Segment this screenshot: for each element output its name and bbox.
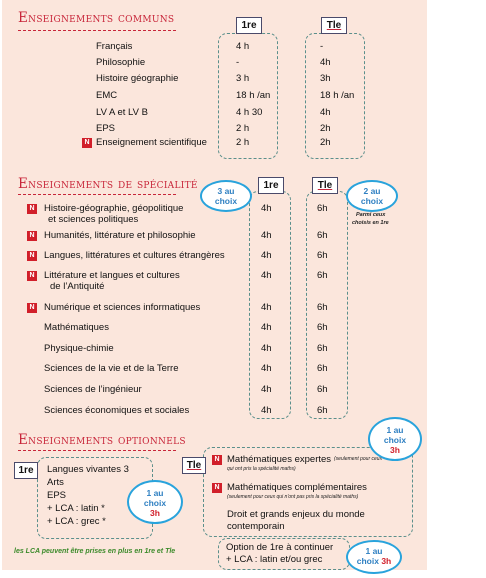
new-badge: N xyxy=(27,231,37,241)
new-badge: N xyxy=(27,251,37,261)
hours-premiere: 3 h xyxy=(236,73,250,84)
new-badge: N xyxy=(27,303,37,313)
specialite-note-line: choisis en 1re xyxy=(352,220,389,226)
hours-terminale: 6h xyxy=(317,250,328,261)
option-note: (seulement pour ceux xyxy=(334,456,383,462)
new-badge: N xyxy=(27,204,37,214)
bubble-line xyxy=(348,556,400,566)
bubble-line: choix xyxy=(383,435,407,445)
bubble-hours: 3h xyxy=(381,556,392,566)
hours-terminale: 18 h /an xyxy=(320,90,355,101)
section-underline xyxy=(18,30,176,31)
hours-premiere: 4h xyxy=(261,322,272,333)
hours-terminale: 6h xyxy=(317,230,328,241)
level-badge-terminale: Tle xyxy=(321,17,347,34)
level-badge-premiere: 1re xyxy=(236,17,262,34)
specialite-label: Humanités, littérature et philosophie xyxy=(44,230,196,241)
subject-label: Philosophie xyxy=(96,57,146,68)
option-premiere-item: Langues vivantes 3 xyxy=(47,464,129,475)
option-math-expertes: Mathématiques expertes xyxy=(227,454,332,465)
hours-premiere: 4h xyxy=(261,250,272,261)
hours-premiere: 4h xyxy=(261,405,272,416)
hours-premiere: 4 h xyxy=(236,41,250,52)
bubble-1-au-choix xyxy=(368,417,422,461)
subject-label: Histoire géographie xyxy=(96,73,179,84)
level-badge-premiere: 1re xyxy=(14,462,38,479)
hours-terminale: 2h xyxy=(320,137,331,148)
option-math-complementaires: Mathématiques complémentaires xyxy=(227,482,367,493)
hours-premiere: 4h xyxy=(261,203,272,214)
subject-label: Français xyxy=(96,41,133,52)
hours-premiere: 4h xyxy=(261,270,272,281)
hours-premiere: - xyxy=(236,57,240,68)
specialite-label: Littérature et langues et cultures xyxy=(44,270,180,281)
option-premiere-item: EPS xyxy=(47,490,67,501)
option-droit: contemporain xyxy=(227,521,285,532)
subject-label: LV A et LV B xyxy=(96,107,148,118)
bubble-line: 3 au xyxy=(217,186,235,196)
specialite-label: Sciences économiques et sociales xyxy=(44,405,190,416)
option-continuer: Option de 1re à continuer xyxy=(226,542,334,553)
specialite-label: Mathématiques xyxy=(44,322,109,333)
new-badge: N xyxy=(82,138,92,148)
option-note: (seulement pour ceux qui n'ont pas pris la spécialité maths) xyxy=(227,494,359,500)
hours-premiere: 2 h xyxy=(236,123,250,134)
hours-terminale: 6h xyxy=(317,203,328,214)
hours-terminale: 6h xyxy=(317,322,328,333)
specialite-label: Physique-chimie xyxy=(44,343,114,354)
hours-terminale: 6h xyxy=(317,302,328,313)
option-note: qui ont pris la spécialité maths) xyxy=(227,466,296,472)
subject-label: Enseignement scientifique xyxy=(96,137,207,148)
bubble-line: 2 au xyxy=(363,186,381,196)
subject-label: EPS xyxy=(96,123,116,134)
specialite-note-line: Parmi ceux xyxy=(356,212,386,218)
section-underline xyxy=(18,194,176,195)
hours-premiere: 4h xyxy=(261,302,272,313)
hours-premiere: 4h xyxy=(261,230,272,241)
hours-terminale: 6h xyxy=(317,405,328,416)
hours-terminale: 2h xyxy=(320,123,331,134)
bubble-line: choix xyxy=(214,196,238,206)
bubble-3-au-choix xyxy=(200,180,252,212)
option-premiere-item: + LCA : grec * xyxy=(47,516,106,527)
option-droit: Droit et grands enjeux du monde xyxy=(227,509,365,520)
bubble-text: choix xyxy=(356,556,379,566)
specialite-label: de l’Antiquité xyxy=(50,281,105,292)
hours-premiere: 4 h 30 xyxy=(236,107,263,118)
hours-premiere: 4h xyxy=(261,343,272,354)
hours-premiere: 4h xyxy=(261,363,272,374)
bubble-line: choix xyxy=(360,196,384,206)
specialite-label: Langues, littératures et cultures étrangères xyxy=(44,250,225,261)
new-badge: N xyxy=(212,455,222,465)
section-title-optionnels: Enseignements optionnels xyxy=(18,432,186,448)
level-badge-terminale: Tle xyxy=(182,457,206,474)
hours-terminale: 4h xyxy=(320,57,331,68)
bubble-hours: 3h xyxy=(150,508,160,518)
hours-terminale: 6h xyxy=(317,343,328,354)
section-title-specialite: Enseignements de spécialité xyxy=(18,176,198,192)
option-premiere-item: Arts xyxy=(47,477,64,488)
level-badge-terminale: Tle xyxy=(312,177,338,194)
bubble-1-au-choix xyxy=(127,480,183,524)
bubble-line: 1 au xyxy=(386,425,404,435)
new-badge: N xyxy=(27,271,37,281)
hours-premiere: 18 h /an xyxy=(236,90,271,101)
bubble-line: choix xyxy=(143,498,167,508)
section-underline xyxy=(18,450,176,451)
subject-label: EMC xyxy=(96,90,118,101)
specialite-label: Sciences de l’ingénieur xyxy=(44,384,142,395)
hours-terminale: 6h xyxy=(317,270,328,281)
hours-terminale: 6h xyxy=(317,384,328,395)
bubble-2-au-choix xyxy=(346,180,398,212)
hours-terminale: - xyxy=(320,41,324,52)
level-badge-premiere: 1re xyxy=(258,177,284,194)
specialite-label: et sciences politiques xyxy=(48,214,139,225)
option-premiere-item: + LCA : latin * xyxy=(47,503,105,514)
hours-terminale: 4h xyxy=(320,107,331,118)
specialite-label: Sciences de la vie et de la Terre xyxy=(44,363,179,374)
option-continuer: + LCA : latin et/ou grec xyxy=(226,554,323,565)
hours-premiere: 4h xyxy=(261,384,272,395)
hours-terminale: 3h xyxy=(320,73,331,84)
new-badge: N xyxy=(212,483,222,493)
bubble-hours: 3h xyxy=(390,445,400,455)
specialite-label: Histoire-géographie, géopolitique xyxy=(44,203,184,214)
hours-premiere: 2 h xyxy=(236,137,250,148)
section-title-communs: Enseignements communs xyxy=(18,10,175,26)
footer-note: les LCA peuvent être prises en plus en 1re et Tle xyxy=(14,548,176,555)
bubble-1-au-choix xyxy=(346,540,402,574)
bubble-line: 1 au xyxy=(365,546,383,556)
hours-terminale: 6h xyxy=(317,363,328,374)
bubble-line: 1 au xyxy=(146,488,164,498)
specialite-label: Numérique et sciences informatiques xyxy=(44,302,201,313)
